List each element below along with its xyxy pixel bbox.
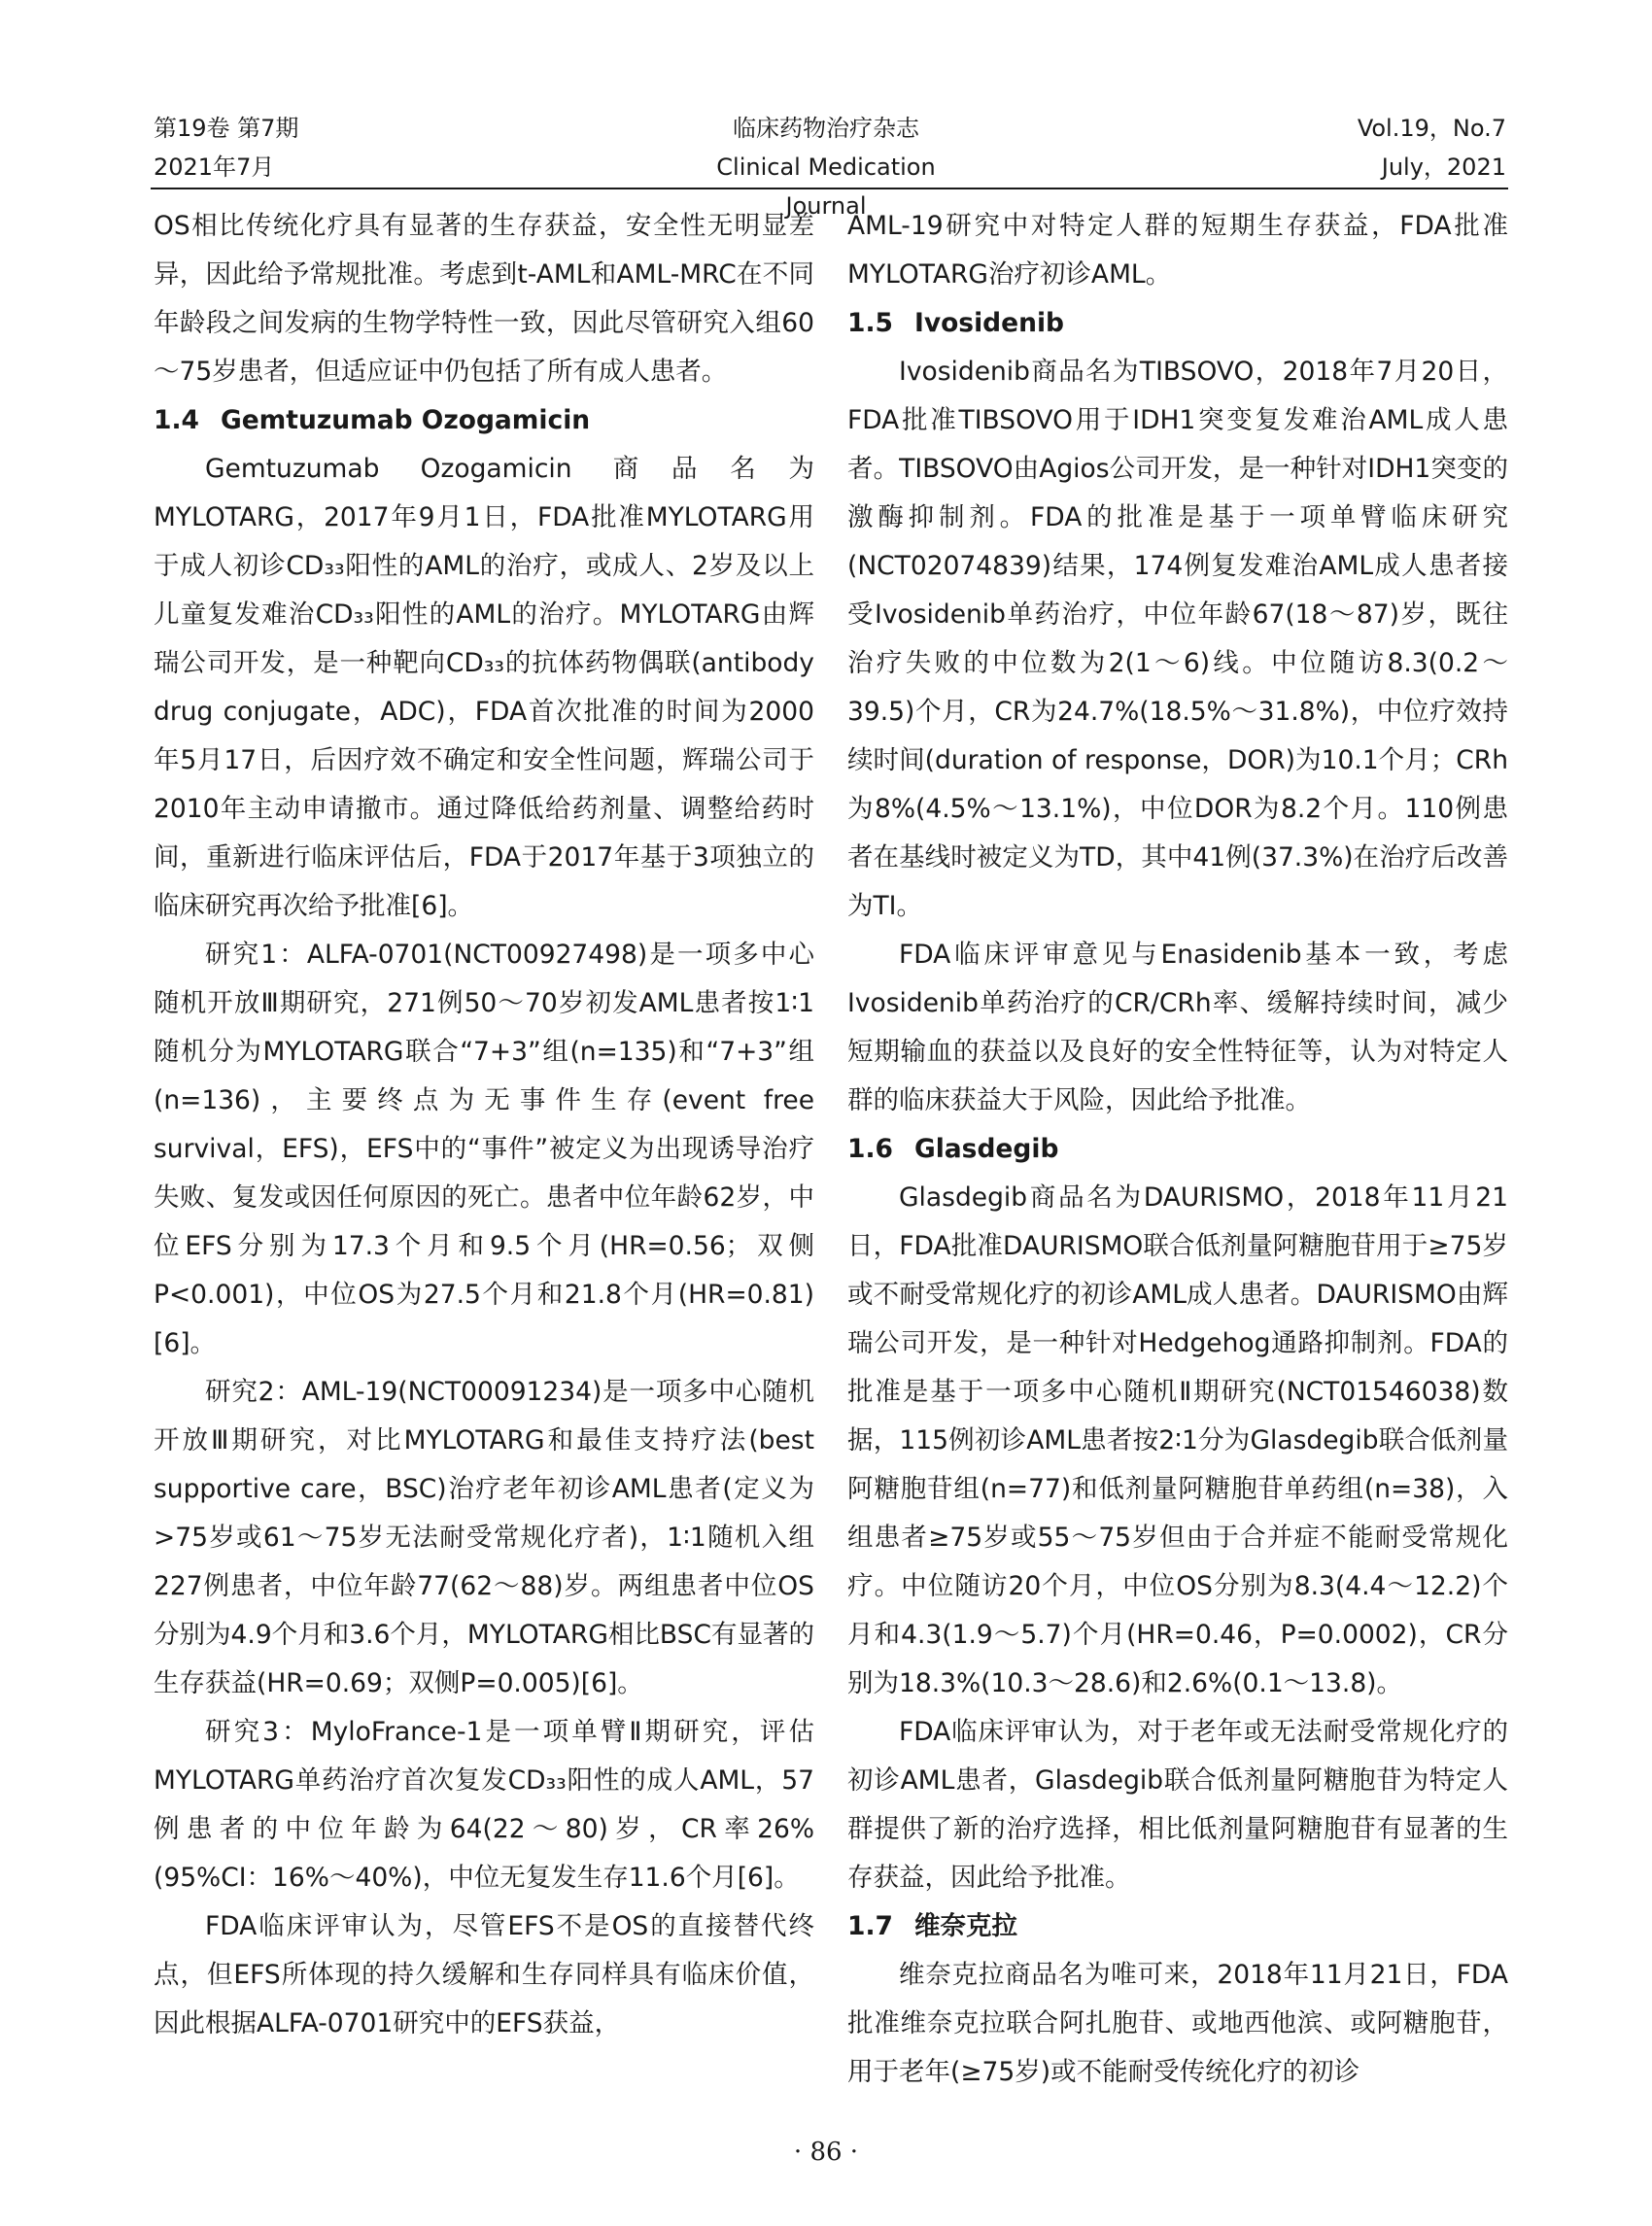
paragraph: Ivosidenib商品名为TIBSOVO，2018年7月20日，FDA批准TIBSOVO用于IDH1突变复发难治AML成人患者。TIBSOVO由Agios公司开发，是一种针对IDH1突变的激酶抑制剂。FDA的批准是基于一项单臂临床研究(NCT02074839)结果，174例复发难治AML成人患者接受Ivosidenib单药治疗，中位年龄67(18～87)岁，既往治疗失败的中位数为2(1～6)线。中位随访8.3(0.2～39.5)个月，CR为24.7%(18.5%～31.8%)，中位疗效持续时间(duration of response，DOR)为10.1个月；CRh为8%(4.5%～13.1%)，中位DOR为8.2个月。110例患者在基线时被定义为TD，其中41例(37.3%)在治疗后改善为TI。 bbox=[847, 357, 1508, 921]
header-left bbox=[154, 109, 298, 187]
volume-issue: 第19卷 第7期 bbox=[154, 115, 299, 142]
section-title: Ivosidenib bbox=[913, 308, 1065, 338]
section-number: 1.4 bbox=[154, 405, 199, 435]
paragraph: 研究1：ALFA-0701(NCT00927498)是一项多中心随机开放Ⅲ期研究，271例50～70岁初发AML患者按1∶1随机分为MYLOTARG联合“7+3”组(n=135)和“7+3”组(n=136)，主要终点为无事件生存(event free survival，EFS)，EFS中的“事件”被定义为出现诱导治疗失败、复发或因任何原因的死亡。患者中位年龄62岁，中位EFS分别为17.3个月和9.5个月(HR=0.56；双侧P<0.001)，中位OS为27.5个月和21.8个月(HR=0.81)[6]。 bbox=[154, 940, 814, 1358]
paragraph: 研究2：AML-19(NCT00091234)是一项多中心随机开放Ⅲ期研究，对比MYLOTARG和最佳支持疗法(best supportive care，BSC)治疗老年初诊AML患者(定义为>75岁或61～75岁无法耐受常规化疗者)，1∶1随机入组227例患者，中位年龄77(62～88)岁。两组患者中位OS分别为4.9个月和3.6个月，MYLOTARG相比BSC有显著的生存获益(HR=0.69；双侧P=0.005)[6]。 bbox=[154, 1377, 814, 1698]
paragraph: 维奈克拉商品名为唯可来，2018年11月21日，FDA批准维奈克拉联合阿扎胞苷、或地西他滨、或阿糖胞苷，用于老年(≥75岁)或不能耐受传统化疗的初诊 bbox=[847, 1960, 1508, 2087]
paragraph: FDA临床评审认为，尽管EFS不是OS的直接替代终点，但EFS所体现的持久缓解和生存同样具有临床价值，因此根据ALFA-0701研究中的EFS获益， bbox=[154, 1911, 814, 2038]
section-number: 1.5 bbox=[847, 308, 893, 338]
issue-date-en: July，2021 bbox=[1381, 154, 1506, 181]
issue-date: 2021年7月 bbox=[154, 154, 275, 181]
section-title: 维奈克拉 bbox=[913, 1911, 1017, 1941]
paragraph: 研究3：MyloFrance-1是一项单臂Ⅱ期研究，评估MYLOTARG单药治疗首次复发CD₃₃阳性的成人AML，57例患者的中位年龄为64(22～80)岁，CR率26%(95%CI：16%～40%)，中位无复发生存11.6个月[6]。 bbox=[154, 1717, 814, 1893]
right-column bbox=[847, 202, 1508, 2097]
section-title: Glasdegib bbox=[913, 1134, 1059, 1164]
section-heading-1-5 bbox=[847, 299, 1508, 348]
paragraph: FDA临床评审意见与Enasidenib基本一致，考虑Ivosidenib单药治疗的CR/CRh率、缓解持续时间，减少短期输血的获益以及良好的安全性特征等，认为对特定人群的临床获益大于风险，因此给予批准。 bbox=[847, 940, 1508, 1115]
header-center bbox=[680, 109, 972, 220]
section-heading-1-4 bbox=[154, 396, 814, 445]
header-rule bbox=[151, 188, 1508, 189]
section-number: 1.6 bbox=[847, 1134, 893, 1164]
paragraph: Glasdegib商品名为DAURISMO，2018年11月21日，FDA批准DAURISMO联合低剂量阿糖胞苷用于≥75岁或不耐受常规化疗的初诊AML成人患者。DAURISMO由辉瑞公司开发，是一种针对Hedgehog通路抑制剂。FDA的批准是基于一项多中心随机Ⅱ期研究(NCT01546038)数据，115例初诊AML患者按2∶1分为Glasdegib联合低剂量阿糖胞苷组(n=77)和低剂量阿糖胞苷单药组(n=38)，入组患者≥75岁或55～75岁但由于合并症不能耐受常规化疗。中位随访20个月，中位OS分别为8.3(4.4～12.2)个月和4.3(1.9～5.7)个月(HR=0.46，P=0.0002)，CR分别为18.3%(10.3～28.6)和2.6%(0.1～13.8)。 bbox=[847, 1182, 1508, 1698]
volume-issue-en: Vol.19，No.7 bbox=[1357, 115, 1506, 142]
paragraph: Gemtuzumab Ozogamicin 商品名为 MYLOTARG，2017年9月1日，FDA批准MYLOTARG用于成人初诊CD₃₃阳性的AML的治疗，或成人、2岁及以上儿童复发难治CD₃₃阳性的AML的治疗。MYLOTARG由辉瑞公司开发，是一种靶向CD₃₃的抗体药物偶联(antibody drug conjugate，ADC)，FDA首次批准的时间为2000年5月17日，后因疗效不确定和安全性问题，辉瑞公司于2010年主动申请撤市。通过降低给药剂量、调整给药时间，重新进行临床评估后，FDA于2017年基于3项独立的临床研究再次给予批准[6]。 bbox=[154, 454, 814, 921]
section-number: 1.7 bbox=[847, 1911, 893, 1941]
section-heading-1-7 bbox=[847, 1902, 1508, 1951]
section-heading-1-6 bbox=[847, 1125, 1508, 1174]
paragraph: OS相比传统化疗具有显著的生存获益，安全性无明显差异，因此给予常规批准。考虑到t-AML和AML-MRC在不同年龄段之间发病的生物学特性一致，因此尽管研究入组60～75岁患者，但适应证中仍包括了所有成人患者。 bbox=[154, 211, 814, 387]
left-column bbox=[154, 202, 814, 2048]
section-title: Gemtuzumab Ozogamicin bbox=[220, 405, 591, 435]
header-right bbox=[1358, 109, 1506, 187]
paragraph: AML-19研究中对特定人群的短期生存获益，FDA批准MYLOTARG治疗初诊AML。 bbox=[847, 211, 1508, 290]
paragraph: FDA临床评审认为，对于老年或无法耐受常规化疗的初诊AML患者，Glasdegib联合低剂量阿糖胞苷为特定人群提供了新的治疗选择，相比低剂量阿糖胞苷有显著的生存获益，因此给予批准。 bbox=[847, 1717, 1508, 1893]
page-number: · 86 · bbox=[793, 2138, 859, 2167]
journal-title-en: Clinical Medication Journal bbox=[716, 154, 936, 220]
journal-title-cn: 临床药物治疗杂志 bbox=[733, 115, 919, 142]
